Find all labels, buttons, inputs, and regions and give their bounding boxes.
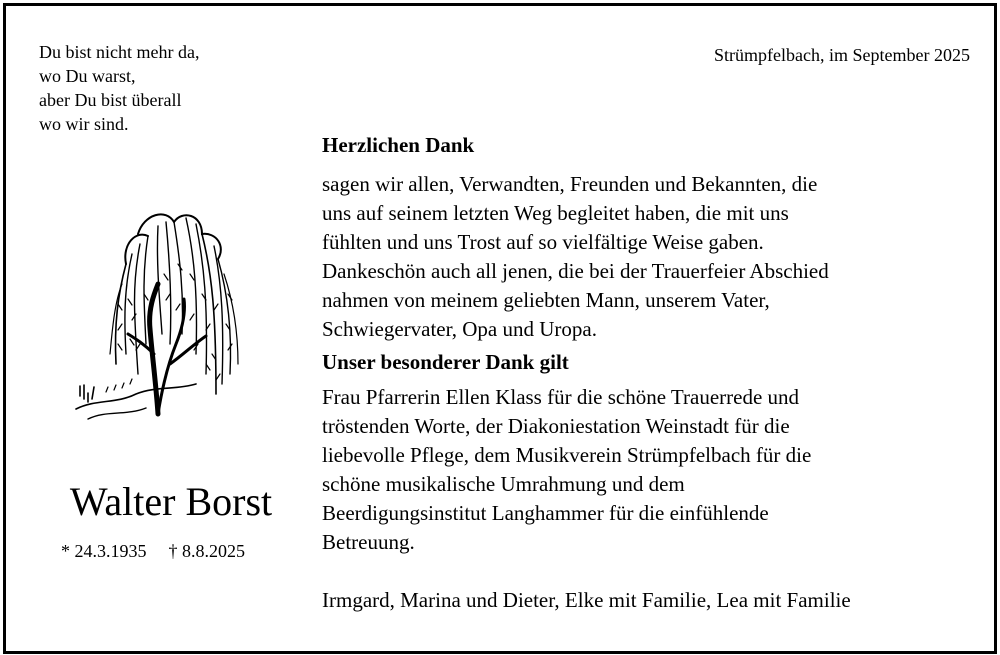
special-thanks-line: Betreuung.	[322, 530, 415, 554]
thanks-text	[322, 131, 982, 615]
place-date: Strümpfelbach, im September 2025	[714, 45, 970, 65]
special-thanks-line: Frau Pfarrerin Ellen Klass für die schöne Trauerrede und	[322, 385, 800, 409]
special-thanks-line: tröstenden Worte, der Diakoniestation Weinstadt für die	[322, 414, 790, 438]
deceased-name: Walter Borst	[69, 479, 273, 524]
weeping-willow-icon	[66, 204, 256, 430]
thanks-line: sagen wir allen, Verwandten, Freunden und Bekannten, die	[322, 172, 818, 196]
poem-line: wo Du warst,	[39, 66, 136, 86]
special-thanks-line: liebevolle Pflege, dem Musikverein Strümpfelbach für die	[322, 443, 812, 467]
thanks-line: nahmen von meinem geliebten Mann, unserem Vater,	[322, 288, 770, 312]
family-signature: Irmgard, Marina und Dieter, Elke mit Familie, Lea mit Familie	[322, 588, 851, 612]
special-thanks-paragraph	[322, 383, 982, 557]
poem-line: Du bist nicht mehr da,	[39, 42, 200, 62]
thanks-line: Dankeschön auch all jenen, die bei der Trauerfeier Abschied	[322, 259, 829, 283]
death-date: † 8.8.2025	[168, 541, 245, 561]
special-thanks-line: Beerdigungsinstitut Langhammer für die einfühlende	[322, 501, 769, 525]
poem	[39, 40, 199, 136]
life-dates	[61, 539, 245, 563]
obituary-card	[3, 3, 997, 654]
special-thanks-line: schöne musikalische Umrahmung und dem	[322, 472, 685, 496]
poem-line: aber Du bist überall	[39, 90, 182, 110]
birth-date: * 24.3.1935	[61, 541, 147, 561]
thanks-paragraph	[322, 170, 982, 344]
thanks-line: fühlten und uns Trost auf so vielfältige Weise gaben.	[322, 230, 764, 254]
thanks-heading: Herzlichen Dank	[322, 133, 475, 157]
thanks-line: uns auf seinem letzten Weg begleitet haben, die mit uns	[322, 201, 789, 225]
thanks-line: Schwiegervater, Opa und Uropa.	[322, 317, 597, 341]
special-thanks-heading: Unser besonderer Dank gilt	[322, 350, 569, 374]
poem-line: wo wir sind.	[39, 114, 129, 134]
